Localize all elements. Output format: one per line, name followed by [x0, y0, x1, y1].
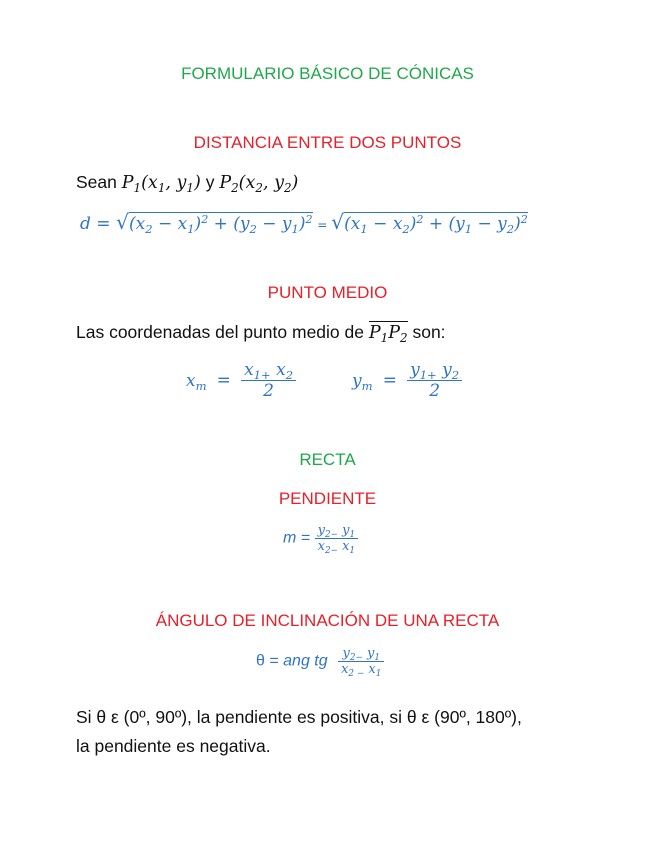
page-title: FORMULARIO BÁSICO DE CÓNICAS: [181, 64, 474, 83]
slope-lhs: m =: [283, 529, 311, 547]
midpoint-intro-suffix: son:: [412, 322, 446, 342]
distance-formula: $d = √(x_2 - x_1)^2 + (y_2 - y_1)^2 = √(x_1 - x_2)^2 + (y_1 - y_2)^2$: [80, 210, 528, 237]
midpoint-heading: PUNTO MEDIO: [267, 283, 388, 302]
midpoint-intro: [76, 322, 446, 346]
angle-heading: ÁNGULO DE INCLINACIÓN DE UNA RECTA: [155, 611, 500, 630]
angle-note-line1: Si θ ε (0º, 90º), la pendiente es positiva, si θ ε (90º, 180º),: [76, 707, 522, 727]
slope-formula: m = $\frac{y_{2-} y_1}{x_{2-} x_1}$: [283, 523, 358, 554]
distance-intro: [76, 172, 299, 196]
line-heading: RECTA: [299, 450, 356, 469]
angle-note-line2: la pendiente es negativa.: [76, 736, 271, 756]
point-p2: $P_2(x_2$, $y_2$): [219, 173, 299, 196]
angle-fn: ang tg: [283, 652, 328, 670]
midpoint-x-formula: $x_m$ = $\frac{x_{1+} x_2}{2}$: [186, 360, 296, 401]
distance-intro-prefix: Sean: [76, 172, 117, 192]
segment-p1p2: $P_1P_2$: [368, 323, 408, 346]
angle-lhs: θ =: [256, 652, 279, 670]
distance-intro-and: y: [205, 172, 215, 192]
midpoint-y-formula: $y_m$ = $\frac{y_{1+} y_2}{2}$: [352, 360, 462, 401]
slope-heading: PENDIENTE: [278, 489, 377, 508]
midpoint-intro-text: Las coordenadas del punto medio de: [76, 322, 364, 342]
angle-formula: θ = ang tg $\frac{y_{2-} y_1}{x_{2 -} x_1}$: [256, 646, 384, 677]
distance-heading: DISTANCIA ENTRE DOS PUNTOS: [193, 133, 462, 152]
point-p1: $P_1(x_1$, $y_1$): [121, 173, 201, 196]
